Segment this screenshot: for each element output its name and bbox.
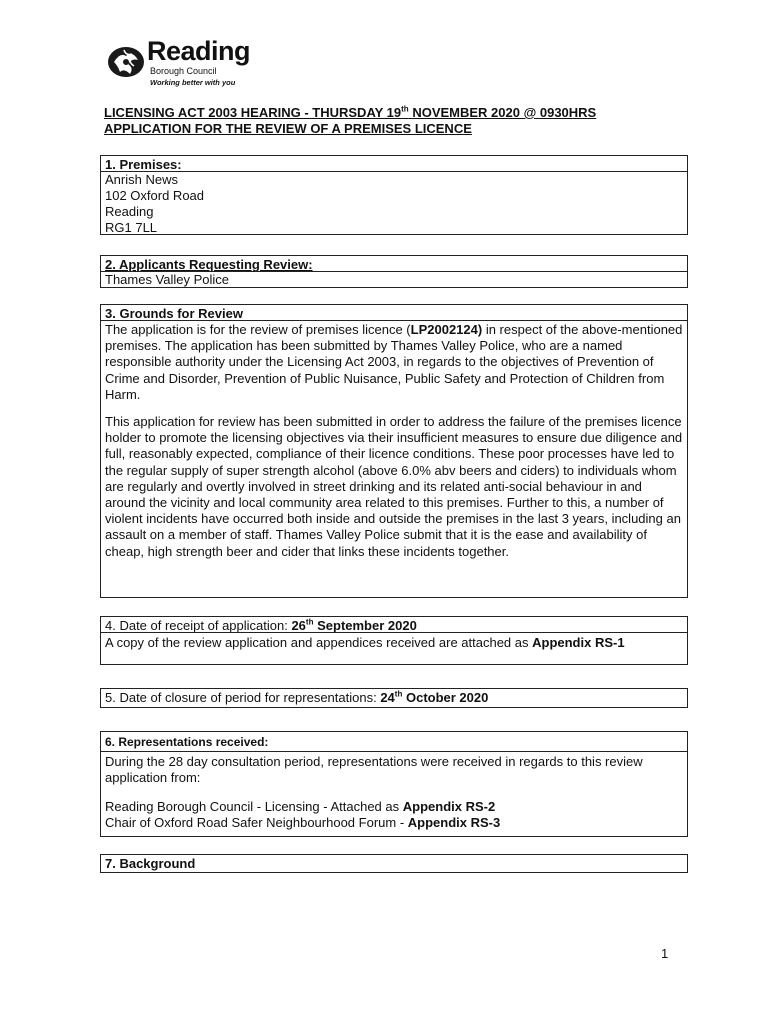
closure-section (100, 688, 688, 708)
representation-item: Chair of Oxford Road Safer Neighbourhood Forum - Appendix RS-3 (105, 815, 501, 830)
premises-section (100, 155, 688, 235)
representation-item: Reading Borough Council - Licensing - Attached as Appendix RS-2 (105, 799, 496, 814)
council-emblem-icon (106, 44, 146, 80)
background-section (100, 854, 688, 873)
application-title: APPLICATION FOR THE REVIEW OF A PREMISES LICENCE (104, 121, 472, 136)
grounds-paragraph-2: This application for review has been submitted in order to address the failure of the premises licence holder to promote the licensing objectives via their insufficient measures to ensure due diligence and full, reasonably expected, compliance of their licence conditions. These poor processes have led to the regular supply of super strength alcohol (above 6.0% abv beers and ciders) to individuals whom are regularly and overtly involved in street drinking and its related anti-social behaviour in and around the vicinity and local community area related to this premises. Further to this, a number of violent incidents have occurred both inside and outside the premises in the last 3 years, including an assault on a member of staff. Thames Valley Police submit that it is the ease and availability of cheap, high strength beer and cider that links these incidents together. (105, 414, 683, 559)
receipt-text: A copy of the review application and appendices received are attached as Appendix RS-1 (105, 635, 625, 650)
representations-section (100, 731, 688, 837)
premises-heading: 1. Premises: (101, 156, 687, 172)
representations-intro: During the 28 day consultation period, representations were received in regards to this review application from: (105, 754, 643, 785)
representations-heading: 6. Representations received: (101, 732, 687, 752)
background-heading: 7. Background (105, 856, 196, 871)
grounds-paragraph-1: The application is for the review of premises licence (LP2002124) in respect of the above-mentioned premises. The application has been submitted by Thames Valley Police, who are a named responsible authority under the Licensing Act 2003, in regards to the objectives of Prevention of Crime and Disorder, Prevention of Public Nuisance, Public Safety and Protection of Children from Harm. (105, 322, 683, 402)
grounds-heading: 3. Grounds for Review (101, 305, 687, 321)
receipt-section (100, 616, 688, 665)
logo-tagline: Working better with you (150, 78, 236, 87)
premises-town: Reading (105, 204, 154, 219)
hearing-title: LICENSING ACT 2003 HEARING - THURSDAY 19th NOVEMBER 2020 @ 0930HRS (104, 104, 597, 120)
premises-street: 102 Oxford Road (105, 188, 205, 203)
applicants-section (100, 255, 688, 288)
premises-postcode: RG1 7LL (105, 220, 158, 235)
applicants-value: Thames Valley Police (105, 272, 230, 287)
page-number: 1 (661, 946, 669, 961)
logo-name: Reading (147, 36, 251, 66)
logo-subtitle: Borough Council (150, 66, 217, 76)
premises-name: Anrish News (105, 172, 178, 187)
grounds-section (100, 304, 688, 598)
closure-heading: 5. Date of closure of period for representations: 24th October 2020 (105, 689, 489, 705)
receipt-heading: 4. Date of receipt of application: 26th September 2020 (101, 617, 687, 633)
applicants-heading: 2. Applicants Requesting Review: (101, 256, 687, 272)
council-logo (106, 36, 266, 92)
